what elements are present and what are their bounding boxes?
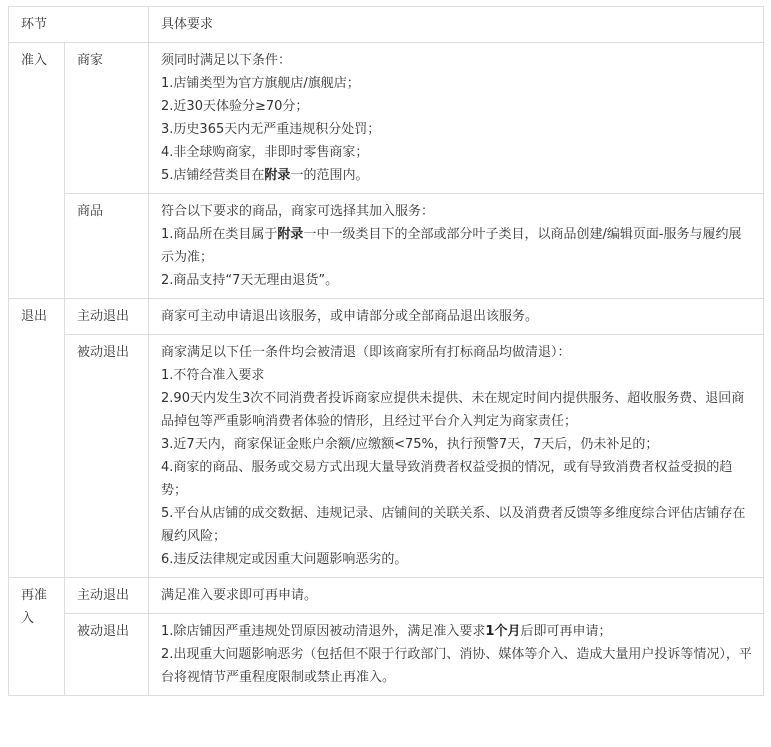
sub-voluntary-exit: 主动退出 xyxy=(65,299,149,335)
table-row xyxy=(9,614,764,696)
table-row xyxy=(9,578,764,614)
req-text: 1.商品所在类目属于 xyxy=(161,227,278,242)
passive-exit-requirements xyxy=(149,335,764,578)
sub-product: 商品 xyxy=(65,194,149,299)
req-line: 须同时满足以下条件： xyxy=(161,53,292,68)
req-line: 1.不符合准入要求 xyxy=(161,368,265,383)
sub-passive-exit: 被动退出 xyxy=(65,335,149,578)
voluntary-exit-text: 商家可主动申请退出该服务，或申请部分或全部商品退出该服务。 xyxy=(149,299,764,335)
stage-exit: 退出 xyxy=(9,299,65,578)
req-line xyxy=(161,223,753,269)
req-text: 1.除店铺因严重违规处罚原因被动清退外，满足准入要求 xyxy=(161,624,486,639)
req-line: 商家满足以下任一条件均会被清退（即该商家所有打标商品均做清退）： xyxy=(161,345,571,360)
req-line: 3.历史365天内无严重违规积分处罚； xyxy=(161,122,381,137)
req-text: 5.店铺经营类目在 xyxy=(161,168,265,183)
sub-merchant: 商家 xyxy=(65,43,149,194)
rules-table xyxy=(8,6,764,696)
req-line: 4.非全球购商家，非即时零售商家； xyxy=(161,145,369,160)
table-row xyxy=(9,299,764,335)
req-line xyxy=(161,620,753,643)
table-header-row xyxy=(9,7,764,43)
table-row xyxy=(9,43,764,194)
readmission-passive-requirements xyxy=(149,614,764,696)
req-line: 符合以下要求的商品，商家可选择其加入服务： xyxy=(161,204,435,219)
header-requirement: 具体要求 xyxy=(149,7,764,43)
period-highlight: 1个月 xyxy=(485,624,521,639)
req-line: 2.商品支持“7天无理由退货”。 xyxy=(161,273,339,288)
stage-admission: 准入 xyxy=(9,43,65,299)
req-text: 一的范围内。 xyxy=(290,168,369,183)
req-text: 后即可再申请； xyxy=(520,624,612,639)
appendix-ref: 附录 xyxy=(264,168,291,183)
merchant-requirements xyxy=(149,43,764,194)
table-row xyxy=(9,194,764,299)
stage-readmission: 再准入 xyxy=(9,578,65,696)
req-line: 1.店铺类型为官方旗舰店/旗舰店； xyxy=(161,76,360,91)
product-requirements xyxy=(149,194,764,299)
req-line xyxy=(161,164,753,187)
req-line: 4.商家的商品、服务或交易方式出现大量导致消费者权益受损的情况，或有导致消费者权益受损的趋势； xyxy=(161,460,733,498)
readmission-voluntary-text: 满足准入要求即可再申请。 xyxy=(149,578,764,614)
header-stage: 环节 xyxy=(9,7,149,43)
req-line: 3.近7天内，商家保证金账户余额/应缴额<75%，执行预警7天，7天后，仍未补足的； xyxy=(161,437,659,452)
sub-voluntary-exit: 主动退出 xyxy=(65,578,149,614)
req-line: 2.90天内发生3次不同消费者投诉商家应提供未提供、未在规定时间内提供服务、超收服务费、退回商品掉包等严重影响消费者体验的情形，且经过平台介入判定为商家责任； xyxy=(161,391,745,429)
req-line: 2.近30天体验分≥70分； xyxy=(161,99,309,114)
table-row xyxy=(9,335,764,578)
req-line: 2.出现重大问题影响恶劣（包括但不限于行政部门、消协、媒体等介入、造成大量用户投诉等情况），平台将视情节严重程度限制或禁止再准入。 xyxy=(161,647,752,685)
req-line: 6.违反法律规定或因重大问题影响恶劣的。 xyxy=(161,552,408,567)
appendix-ref: 附录 xyxy=(277,227,304,242)
req-line: 5.平台从店铺的成交数据、违规记录、店铺间的关联关系、以及消费者反馈等多维度综合评估店铺存在履约风险； xyxy=(161,506,746,544)
sub-passive-exit: 被动退出 xyxy=(65,614,149,696)
rules-table-container xyxy=(8,6,763,696)
req-text: 一中一级类目下的全部或部分叶子类目，以商品创建/编辑页面-服务与履约展示为准； xyxy=(161,227,742,265)
